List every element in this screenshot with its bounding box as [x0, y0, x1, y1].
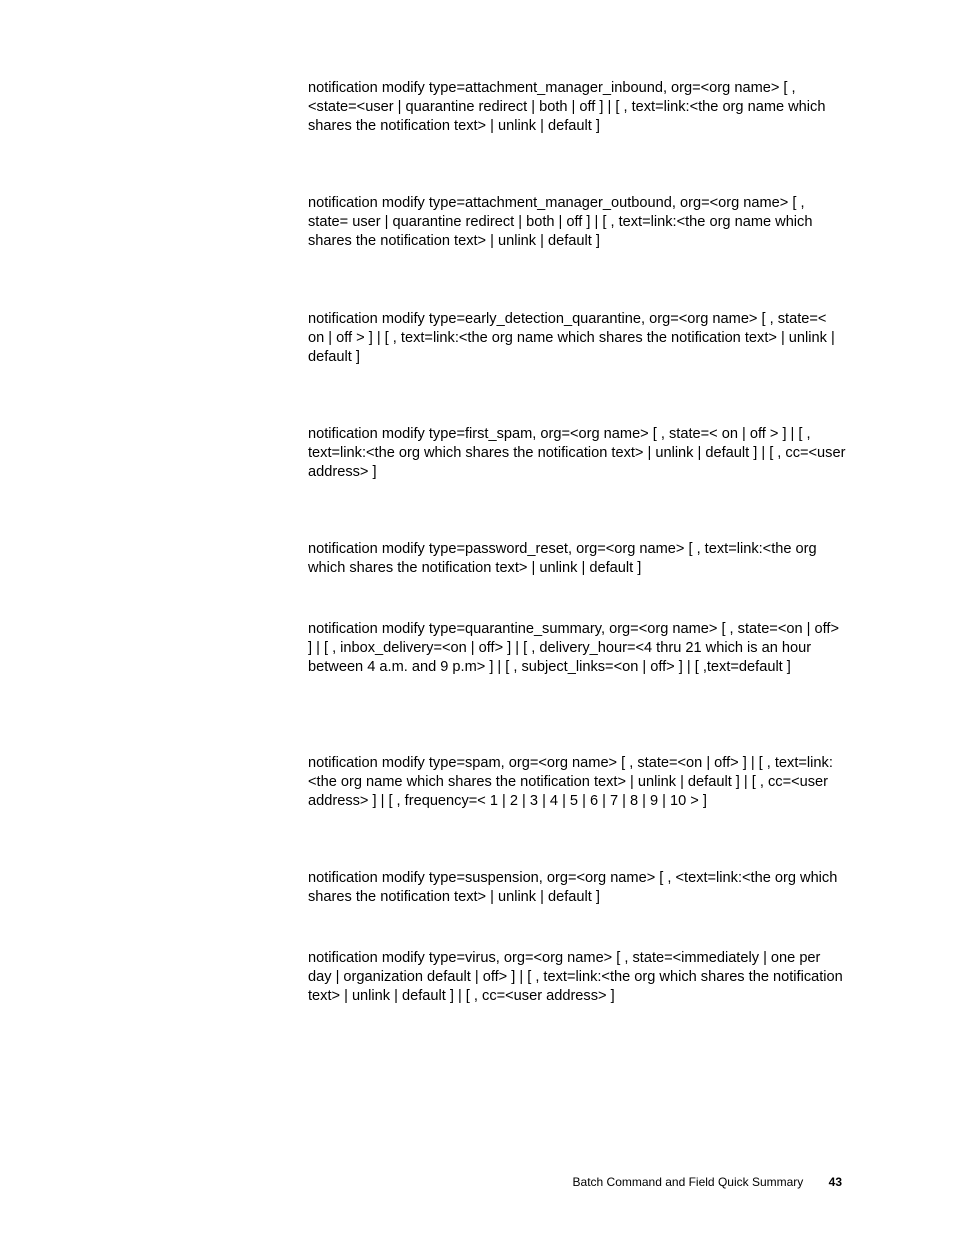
- command-entry-first-spam: notification modify type=first_spam, org=<org name> [ , state=< on | off > ] | [ , text=link:<the org which shares the notification text> | unlink | default ] | [ , cc=<user address> ]: [308, 426, 846, 480]
- command-entry-spam: notification modify type=spam, org=<org name> [ , state=<on | off> ] | [ , text=link:<the org name which shares the notification text> | unlink | default ] | [ , cc=<user address> ] | [ , frequency=< 1 | 2 | 3 | 4 | 5 | 6 | 7 | 8 | 9 | 10 > ]: [308, 755, 833, 809]
- command-entry-virus: notification modify type=virus, org=<org name> [ , state=<immediately | one per day | organization default | off> ] | [ , text=link:<the org which shares the notification text> | unlink | default ] | [ , cc=<user address> ]: [308, 950, 843, 1004]
- footer-title: Batch Command and Field Quick Summary: [572, 1175, 804, 1189]
- command-entry-attachment-manager-inbound: notification modify type=attachment_manager_inbound, org=<org name> [ , <state=<user | quarantine redirect | both | off ] | [ , text=link:<the org name which shares the notification text> | unlink | default ]: [308, 80, 826, 134]
- page-number: 43: [828, 1175, 842, 1189]
- command-entry-suspension: notification modify type=suspension, org=<org name> [ , <text=link:<the org which shares the notification text> | unlink | default ]: [308, 870, 838, 905]
- page-footer: [573, 1174, 842, 1190]
- command-entry-password-reset: notification modify type=password_reset, org=<org name> [ , text=link:<the org which shares the notification text> | unlink | default ]: [308, 541, 817, 576]
- command-entry-attachment-manager-outbound: notification modify type=attachment_manager_outbound, org=<org name> [ , state= user | quarantine redirect | both | off ] | [ , text=link:<the org name which shares the notification text> | unlink | default ]: [308, 195, 813, 249]
- command-entry-early-detection-quarantine: notification modify type=early_detection_quarantine, org=<org name> [ , state=< on | off > ] | [ , text=link:<the org name which shares the notification text> | unlink | default ]: [308, 311, 835, 365]
- command-entry-quarantine-summary: notification modify type=quarantine_summary, org=<org name> [ , state=<on | off> ] | [ , inbox_delivery=<on | off> ] | [ , delivery_hour=<4 thru 21 which is an hour between 4 a.m. and 9 p.m> ] | [ , subject_links=<on | off> ] | [ ,text=default ]: [308, 621, 839, 675]
